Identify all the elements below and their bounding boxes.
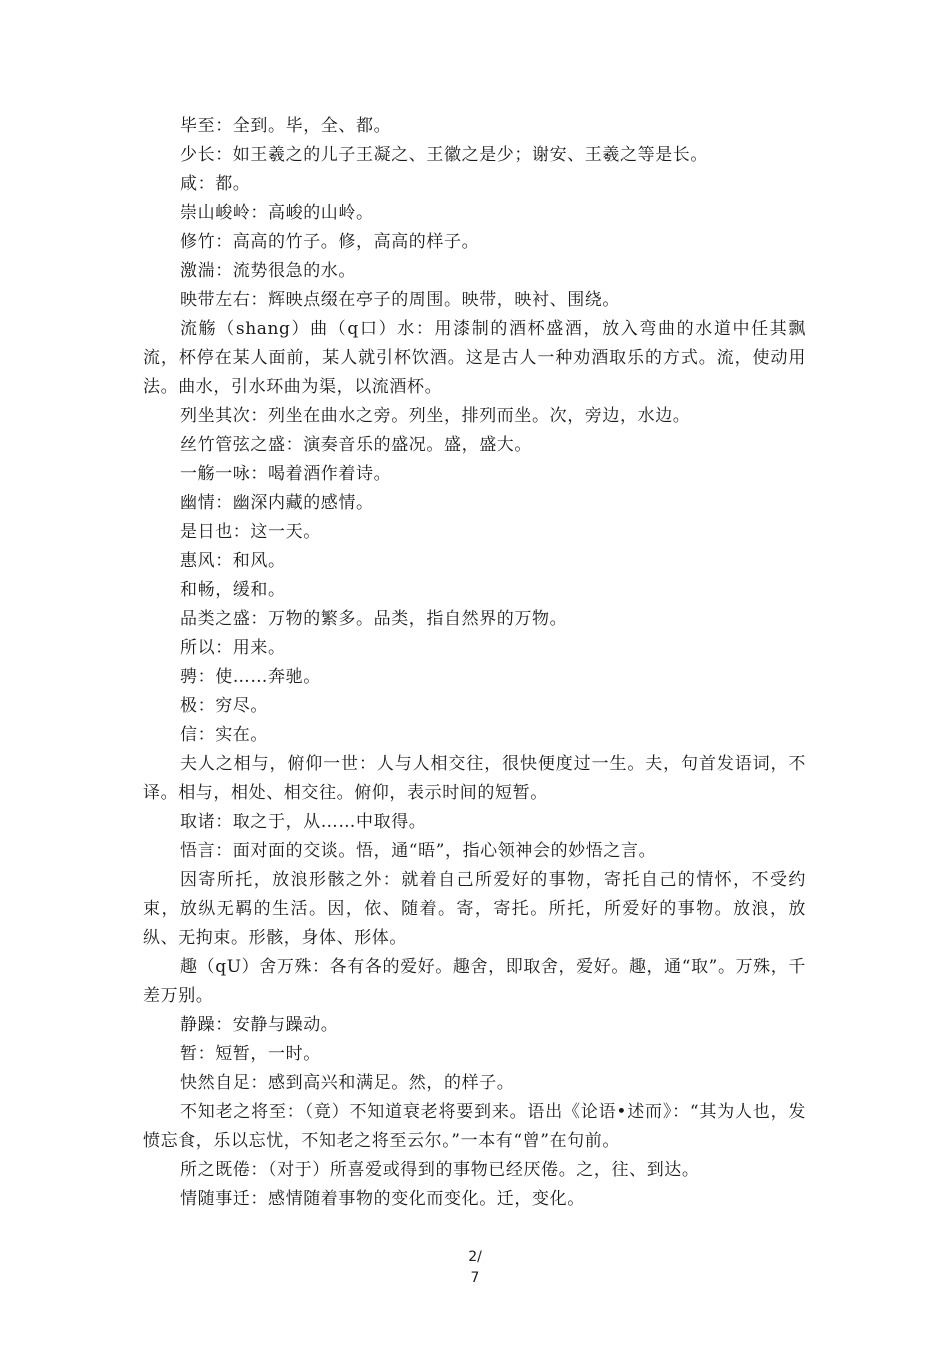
annotation-paragraph: 暂：短暂，一时。 xyxy=(180,1044,321,1064)
annotation-paragraph: 信：实在。 xyxy=(180,725,268,745)
annotation-paragraph: 惠风：和风。 xyxy=(180,551,286,571)
annotation-paragraph: 极：穷尽。 xyxy=(180,696,268,716)
annotation-paragraph: 少长：如王羲之的儿子王凝之、王徽之是少；谢安、王羲之等是长。 xyxy=(180,145,708,165)
annotation-paragraph: 因寄所托，放浪形骸之外：就着自己所爱好的事物，寄托自己的情怀，不受约束，放纵无羁的生活。因，依、随着。寄，寄托。所托，所爱好的事物。放浪，放纵、无拘束。形骸，身体、形体。 xyxy=(143,870,806,948)
annotation-paragraph: 崇山峻岭：高峻的山岭。 xyxy=(180,203,374,223)
annotation-paragraph: 激湍：流势很急的水。 xyxy=(180,261,356,281)
annotation-paragraph: 悟言：面对面的交谈。悟，通“晤”，指心领神会的妙悟之言。 xyxy=(180,841,657,861)
annotation-paragraph: 流觞（shang）曲（q口）水：用漆制的酒杯盛酒，放入弯曲的水道中任其飘流，杯停在某人面前，某人就引杯饮酒。这是古人一种劝酒取乐的方式。流，使动用法。曲水，引水环曲为渠，以流酒杯。 xyxy=(143,319,806,397)
annotation-paragraph: 是日也：这一天。 xyxy=(180,522,321,542)
annotation-paragraph: 快然自足：感到高兴和满足。然，的样子。 xyxy=(180,1073,515,1093)
annotation-paragraph: 映带左右：辉映点缀在亭子的周围。映带，映衬、围绕。 xyxy=(180,290,620,310)
page-number xyxy=(0,1247,950,1289)
annotation-paragraph: 所之既倦：（对于）所喜爱或得到的事物已经厌倦。之，往、到达。 xyxy=(180,1160,700,1180)
annotation-paragraph: 趣（qU）舍万殊：各有各的爱好。趣舍，即取舍，爱好。趣，通“取”。万殊，千差万别。 xyxy=(143,957,806,1006)
annotation-paragraph: 所以：用来。 xyxy=(180,638,286,658)
annotation-paragraph: 夫人之相与，俯仰一世：人与人相交往，很快便度过一生。夫，句首发语词，不译。相与，相处、相交往。俯仰，表示时间的短暂。 xyxy=(143,754,806,803)
annotation-paragraph: 一觞一咏：喝着酒作着诗。 xyxy=(180,464,392,484)
page-number-total: 7 xyxy=(470,1270,480,1286)
annotation-paragraph: 丝竹管弦之盛：演奏音乐的盛况。盛，盛大。 xyxy=(180,435,532,455)
annotation-paragraph: 列坐其次：列坐在曲水之旁。列坐，排列而坐。次，旁边，水边。 xyxy=(180,406,691,426)
annotation-paragraph: 幽情：幽深内藏的感情。 xyxy=(180,493,374,513)
annotation-paragraph: 骋：使……奔驰。 xyxy=(180,667,321,687)
annotation-paragraph: 静躁：安静与躁动。 xyxy=(180,1015,339,1035)
annotation-paragraph: 和畅，缓和。 xyxy=(180,580,286,600)
document-body xyxy=(143,112,806,1214)
annotation-paragraph: 咸：都。 xyxy=(180,174,251,194)
annotation-paragraph: 品类之盛：万物的繁多。品类，指自然界的万物。 xyxy=(180,609,568,629)
annotation-paragraph: 毕至：全到。毕，全、都。 xyxy=(180,116,392,136)
annotation-paragraph: 修竹：高高的竹子。修，高高的样子。 xyxy=(180,232,480,252)
annotation-paragraph: 情随事迁：感情随着事物的变化而变化。迁，变化。 xyxy=(180,1189,585,1209)
annotation-paragraph: 不知老之将至：（竟）不知道衰老将要到来。语出《论语•述而》：“其为人也，发愤忘食，乐以忘忧，不知老之将至云尔。”一本有“曾”在句前。 xyxy=(143,1102,806,1151)
page-number-current: 2/ xyxy=(468,1249,482,1265)
annotation-paragraph: 取诸：取之于，从……中取得。 xyxy=(180,812,427,832)
